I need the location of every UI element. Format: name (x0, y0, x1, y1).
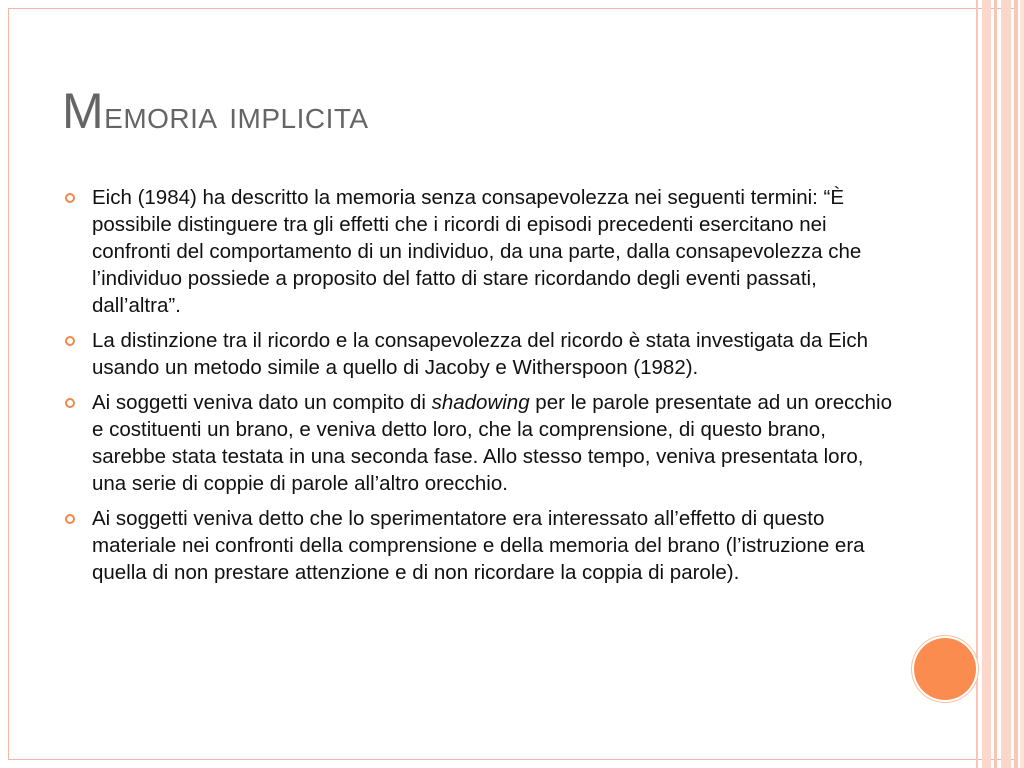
stripe (982, 0, 991, 768)
bullet-ring-icon (65, 193, 75, 203)
bullet-text: Ai soggetti veniva dato un compito di (92, 391, 432, 414)
bullet-ring-icon (65, 514, 75, 524)
title-rest: emoria implicita (104, 93, 369, 137)
bullet-list (62, 184, 892, 594)
bullet-text: per le parole presentate ad un orecchio e costituenti un brano, e veniva detto loro, che la comprensione, di questo brano, sarebbe stata testata in una seconda fase. Allo stesso tempo, veniva presentata loro, una serie di coppie di parole all’altro orecchio. (92, 391, 893, 495)
slide-title (62, 83, 369, 139)
decorative-circle (914, 638, 976, 700)
bullet-text: Ai soggetti veniva detto che lo sperimentatore era interessato all’effetto di questo materiale nei confronti della comprensione e della memoria del brano (l’istruzione era quella di non prestare attenzione e di non ricordare la coppia di parole). (92, 507, 865, 584)
bullet-emphasis: shadowing (431, 391, 530, 414)
bullet-ring-icon (65, 336, 75, 346)
bullet-ring-icon (65, 398, 75, 408)
stripe (1001, 0, 1011, 768)
decorative-stripes (976, 0, 1024, 768)
stripe (1020, 0, 1024, 768)
bullet-item (62, 327, 892, 381)
bullet-item (62, 505, 892, 586)
stripe (994, 0, 997, 768)
bullet-text: La distinzione tra il ricordo e la consapevolezza del ricordo è stata investigata da Eich usando un metodo simile a quello di Jacoby e Witherspoon (1982). (92, 329, 869, 379)
bullet-item (62, 184, 892, 319)
bullet-text: Eich (1984) ha descritto la memoria senza consapevolezza nei seguenti termini: “È possibile distinguere tra gli effetti che i ricordi di episodi precedenti esercitano nei confronti del comportamento di un individuo, da una parte, dalla consapevolezza che l’individuo possiede a proposito del fatto di stare ricordando degli eventi passati, dall’altra”. (92, 186, 862, 317)
stripe (976, 0, 978, 768)
title-initial: M (62, 83, 105, 139)
stripe (1014, 0, 1018, 768)
bullet-item (62, 389, 892, 497)
